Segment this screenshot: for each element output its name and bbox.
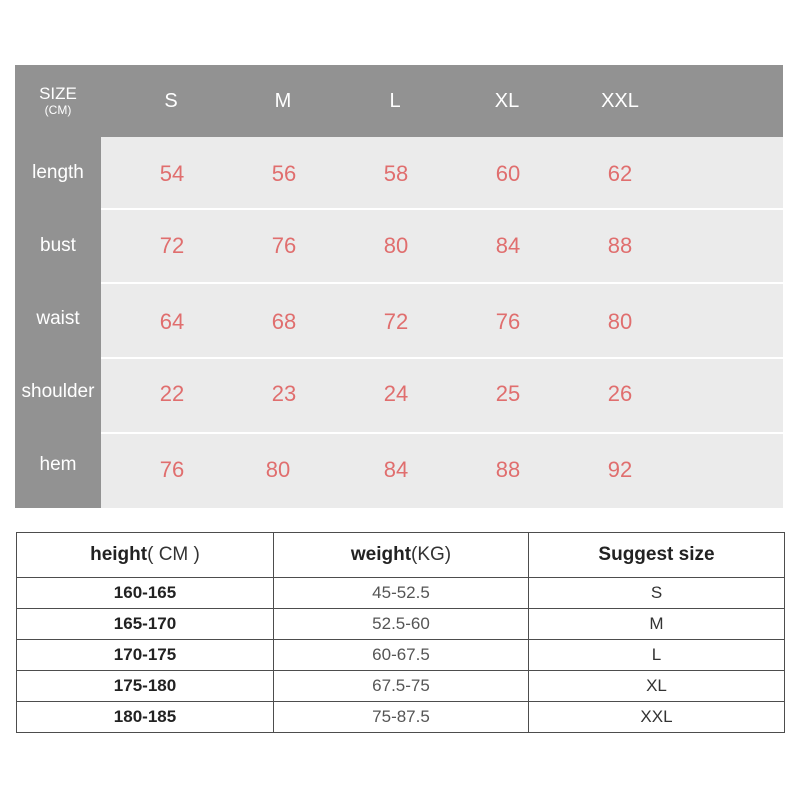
height-cell: 175-180 xyxy=(17,671,274,702)
row-label-hem: hem xyxy=(39,454,77,475)
table-row xyxy=(17,671,785,702)
value-cell: 92 xyxy=(607,457,633,482)
size-cell: XXL xyxy=(529,702,785,733)
size-cell: S xyxy=(529,578,785,609)
suggest-size-table xyxy=(16,532,785,733)
suggest-size-column-header: Suggest size xyxy=(529,533,785,578)
size-cell: L xyxy=(529,640,785,671)
value-cell: 80 xyxy=(607,309,633,334)
size-cell: XL xyxy=(529,671,785,702)
row-label-shoulder: shoulder xyxy=(21,381,95,402)
value-cell: 72 xyxy=(159,233,185,258)
value-cell: 88 xyxy=(495,457,521,482)
size-column-s: S xyxy=(164,89,178,112)
table-row xyxy=(17,609,785,640)
value-cell: 58 xyxy=(383,161,409,186)
table-header-row xyxy=(17,533,785,578)
value-cell: 80 xyxy=(383,233,409,258)
value-cell: 84 xyxy=(495,233,521,258)
table-row xyxy=(17,702,785,733)
size-column-xl: XL xyxy=(494,89,520,112)
size-column-l: L xyxy=(389,89,401,112)
height-cell: 160-165 xyxy=(17,578,274,609)
value-cell: 72 xyxy=(383,309,409,334)
weight-column-header xyxy=(274,533,529,578)
value-cell: 76 xyxy=(271,233,297,258)
size-header-unit: (CM) xyxy=(44,102,72,117)
weight-cell: 67.5-75 xyxy=(274,671,529,702)
row-divider xyxy=(101,432,783,434)
size-column-m: M xyxy=(274,89,292,112)
row-label-bust: bust xyxy=(40,235,76,256)
height-cell: 170-175 xyxy=(17,640,274,671)
value-cell: 64 xyxy=(159,309,185,334)
value-cell: 88 xyxy=(607,233,633,258)
value-cell: 76 xyxy=(159,457,185,482)
value-cell: 56 xyxy=(271,161,297,186)
height-header-label: height xyxy=(90,544,148,565)
row-label-waist: waist xyxy=(36,308,80,329)
size-cell: M xyxy=(529,609,785,640)
value-cell: 84 xyxy=(383,457,409,482)
size-unit-header xyxy=(15,65,101,137)
size-chart xyxy=(15,65,783,508)
value-cell: 54 xyxy=(159,161,185,186)
value-cell: 60 xyxy=(495,161,521,186)
height-header-unit: ( CM ) xyxy=(147,544,200,565)
weight-header-unit: (KG) xyxy=(411,544,452,565)
size-header-label: SIZE xyxy=(39,84,77,104)
table-row xyxy=(17,640,785,671)
weight-cell: 60-67.5 xyxy=(274,640,529,671)
height-cell: 180-185 xyxy=(17,702,274,733)
row-divider xyxy=(101,208,783,210)
size-column-xxl: XXL xyxy=(601,89,639,112)
height-cell: 165-170 xyxy=(17,609,274,640)
value-cell: 23 xyxy=(271,381,297,406)
weight-cell: 52.5-60 xyxy=(274,609,529,640)
table-row xyxy=(17,578,785,609)
value-cell: 22 xyxy=(159,381,185,406)
value-cell: 76 xyxy=(495,309,521,334)
value-cell: 68 xyxy=(271,309,297,334)
weight-cell: 75-87.5 xyxy=(274,702,529,733)
weight-cell: 45-52.5 xyxy=(274,578,529,609)
value-cell: 80 xyxy=(265,457,291,482)
value-cell: 24 xyxy=(383,381,409,406)
row-divider xyxy=(101,357,783,359)
value-cell: 62 xyxy=(607,161,633,186)
height-column-header xyxy=(17,533,274,578)
weight-header-label: weight xyxy=(350,544,412,565)
row-divider xyxy=(101,282,783,284)
row-label-length: length xyxy=(32,162,84,183)
value-cell: 25 xyxy=(495,381,521,406)
value-cell: 26 xyxy=(607,381,633,406)
